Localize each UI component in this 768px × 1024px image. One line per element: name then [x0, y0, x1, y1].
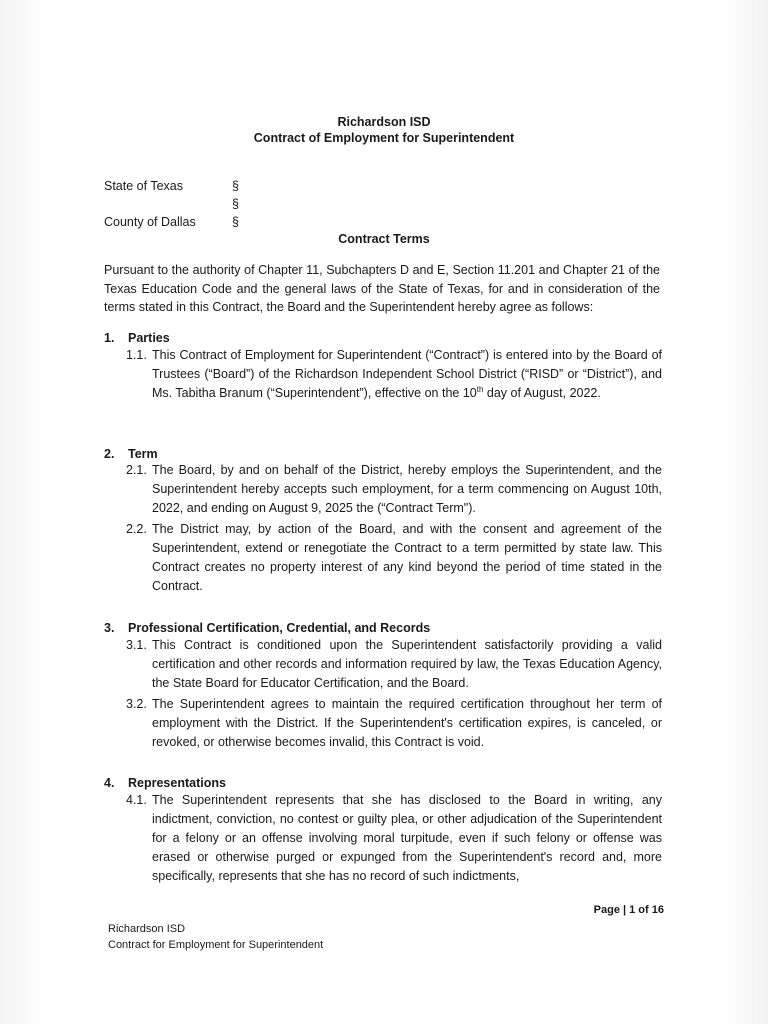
clause-number: 4.1.	[126, 793, 147, 807]
clause-number: 2.1.	[126, 463, 147, 477]
section-number: 1.	[104, 331, 115, 345]
clause-text: The Board, by and on behalf of the District, hereby employs the Superintendent, and the Superintendent hereby accepts such employment, for a term commencing on August 10th, 2022, and ending on August 9, 2025 the (“Contract Term").	[152, 463, 662, 515]
intro-paragraph: Pursuant to the authority of Chapter 11, Subchapters D and E, Section 11.201 and Chapter 21 of the Texas Education Code and the general laws of the State of Texas, for and in consideration of the terms stated in this Contract, the Board and the Superintendent hereby agree as follows:	[104, 263, 660, 314]
section-number: 3.	[104, 621, 115, 635]
clause-number: 1.1.	[126, 348, 147, 362]
clause-text: The Superintendent represents that she has disclosed to the Board in writing, any indictment, conviction, no contest or guilty plea, or other adjudication of the Superintendent for a felony or an offense involving moral turpitude, even if such felony or offense was erased or otherwise purged or expunged from the Superintendent's record and, more specifically, represents that she has no record of such indictments,	[152, 793, 662, 883]
section-title: Professional Certification, Credential, and Records	[128, 621, 431, 635]
footer-line: Richardson ISD	[108, 923, 186, 935]
venue-county: County of Dallas	[104, 215, 196, 229]
clause-text: The Superintendent agrees to maintain the required certification throughout her term of employment with the District. If the Superintendent's certification expires, is canceled, or revoked, or otherwise becomes invalid, this Contract is void.	[152, 697, 662, 749]
clause-text: This Contract is conditioned upon the Superintendent satisfactorily providing a valid certification and other records and information required by law, the Texas Education Agency, the State Board for Educator Certification, and the Board.	[152, 638, 662, 690]
page-number: Page | 1 of 16	[593, 904, 664, 916]
section-heading	[104, 331, 170, 345]
contract-terms-heading: Contract Terms	[338, 232, 430, 246]
footer-line: Contract for Employment for Superintendent	[108, 939, 324, 951]
clause	[126, 520, 662, 596]
clause	[126, 695, 662, 752]
section-title: Parties	[128, 331, 170, 345]
section-symbol: §	[232, 215, 239, 229]
clause	[126, 461, 662, 518]
clause-number: 3.1.	[126, 638, 147, 652]
section-number: 2.	[104, 447, 115, 461]
clause	[126, 636, 662, 693]
section-heading	[104, 447, 158, 461]
section-symbol: §	[232, 197, 239, 211]
venue-state: State of Texas	[104, 179, 183, 193]
clause-number: 2.2.	[126, 522, 147, 536]
clause	[126, 346, 662, 403]
section-title: Representations	[128, 776, 226, 790]
document-subtitle: Contract of Employment for Superintendent	[253, 131, 515, 145]
section-heading	[104, 621, 430, 635]
clause-text: This Contract of Employment for Superintendent (“Contract”) is entered into by the Board of Trustees (“Board”) of the Richardson Independent School District (“RISD” or “District”), and Ms. Tabitha Branum (“Superintendent”), effective on the 10th day of August, 2022.	[152, 348, 662, 400]
section-heading	[104, 776, 226, 790]
document-title: Richardson ISD	[337, 115, 431, 129]
section-number: 4.	[104, 776, 115, 790]
section-symbol: §	[232, 179, 239, 193]
clause-text: The District may, by action of the Board, and with the consent and agreement of the Superintendent, extend or renegotiate the Contract to a term permitted by state law. This Contract creates no property interest of any kind beyond the period of time stated in the Contract.	[152, 522, 662, 593]
clause-number: 3.2.	[126, 697, 147, 711]
section-title: Term	[128, 447, 158, 461]
clause	[126, 791, 662, 886]
